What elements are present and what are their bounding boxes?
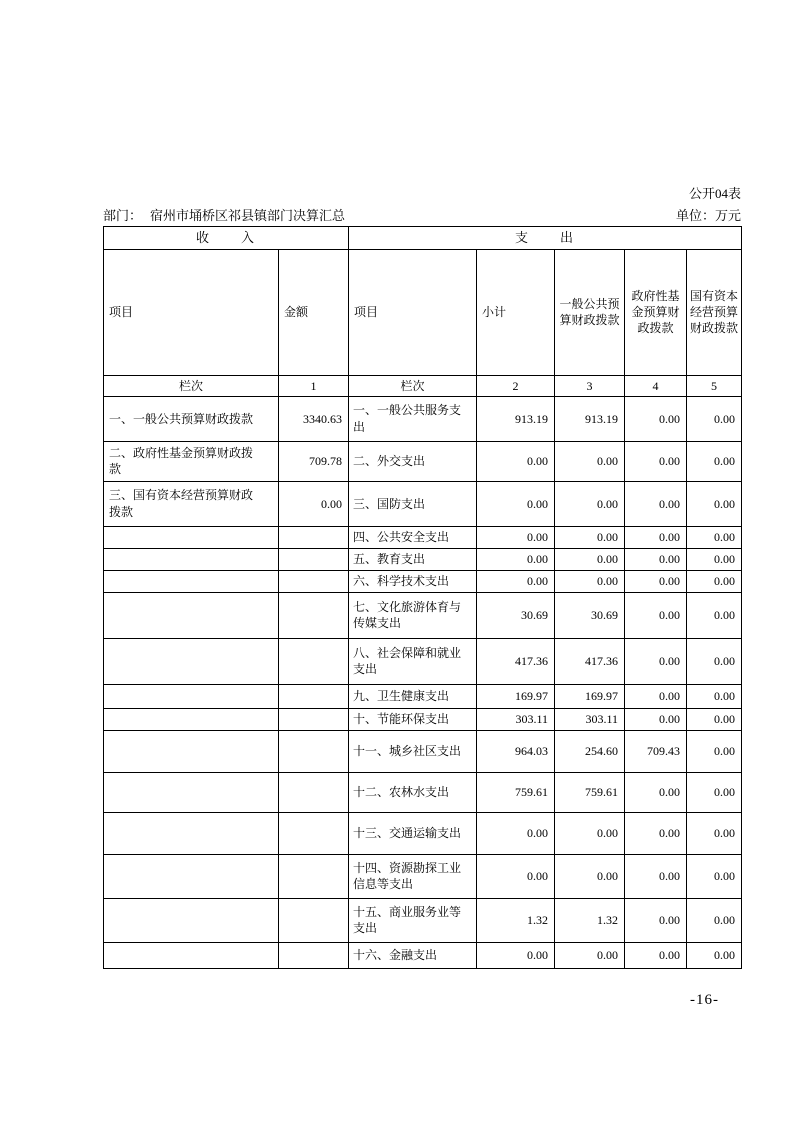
expense-capital-cell: 0.00 xyxy=(687,772,742,812)
expense-item-cell: 十二、农林水支出 xyxy=(349,772,477,812)
section-header-row xyxy=(104,226,742,249)
expense-fund-cell: 0.00 xyxy=(625,854,687,898)
expense-fund-cell: 0.00 xyxy=(625,570,687,592)
income-empty-cell xyxy=(104,812,279,854)
expense-fund-cell: 709.43 xyxy=(625,730,687,772)
income-empty-cell xyxy=(104,592,279,638)
table-row xyxy=(104,570,742,592)
expense-capital-cell: 0.00 xyxy=(687,730,742,772)
expense-subtotal-cell: 913.19 xyxy=(477,396,555,441)
expense-capital-cell: 0.00 xyxy=(687,684,742,708)
income-lanci-label: 栏次 xyxy=(104,375,279,396)
expense-fund-cell: 0.00 xyxy=(625,526,687,548)
expense-capital-cell: 0.00 xyxy=(687,942,742,968)
col-num-4: 4 xyxy=(625,375,687,396)
table-row xyxy=(104,812,742,854)
general-budget-header: 一般公共预算财政拨款 xyxy=(555,249,625,375)
expense-item-cell: 十五、商业服务业等支出 xyxy=(349,898,477,942)
expense-item-cell: 十、节能环保支出 xyxy=(349,708,477,730)
table-row xyxy=(104,396,742,441)
expense-capital-cell: 0.00 xyxy=(687,854,742,898)
expense-general-cell: 0.00 xyxy=(555,526,625,548)
expense-general-cell: 0.00 xyxy=(555,854,625,898)
table-row xyxy=(104,441,742,481)
expense-section-title: 支 出 xyxy=(349,226,742,249)
income-empty-cell xyxy=(104,730,279,772)
income-empty-cell xyxy=(279,570,349,592)
expense-general-cell: 913.19 xyxy=(555,396,625,441)
department-value: 宿州市埇桥区祁县镇部门决算汇总 xyxy=(150,207,346,223)
expense-item-cell: 十三、交通运输支出 xyxy=(349,812,477,854)
column-number-row xyxy=(104,375,742,396)
income-empty-cell xyxy=(279,526,349,548)
table-row xyxy=(104,548,742,570)
expense-capital-cell: 0.00 xyxy=(687,638,742,684)
expense-fund-cell: 0.00 xyxy=(625,592,687,638)
income-empty-cell xyxy=(104,638,279,684)
expense-item-cell: 十四、资源勘探工业信息等支出 xyxy=(349,854,477,898)
income-amount-cell: 3340.63 xyxy=(279,396,349,441)
expense-general-cell: 0.00 xyxy=(555,481,625,526)
income-empty-cell xyxy=(279,708,349,730)
income-item-cell: 三、国有资本经营预算财政拨款 xyxy=(104,481,279,526)
expense-fund-cell: 0.00 xyxy=(625,638,687,684)
expense-general-cell: 169.97 xyxy=(555,684,625,708)
expense-subtotal-cell: 0.00 xyxy=(477,441,555,481)
expense-fund-cell: 0.00 xyxy=(625,898,687,942)
expense-subtotal-cell: 0.00 xyxy=(477,548,555,570)
income-amount-cell: 709.78 xyxy=(279,441,349,481)
table-row xyxy=(104,481,742,526)
expense-subtotal-cell: 0.00 xyxy=(477,854,555,898)
income-amount-cell: 0.00 xyxy=(279,481,349,526)
expense-capital-cell: 0.00 xyxy=(687,898,742,942)
income-empty-cell xyxy=(279,812,349,854)
expense-item-cell: 一、一般公共服务支出 xyxy=(349,396,477,441)
state-capital-header: 国有资本经营预算财政拨款 xyxy=(687,249,742,375)
expense-general-cell: 0.00 xyxy=(555,570,625,592)
expense-fund-cell: 0.00 xyxy=(625,548,687,570)
income-empty-cell xyxy=(104,854,279,898)
page-number: -16- xyxy=(690,992,719,1008)
expense-capital-cell: 0.00 xyxy=(687,570,742,592)
expense-capital-cell: 0.00 xyxy=(687,441,742,481)
expense-general-cell: 0.00 xyxy=(555,548,625,570)
table-row xyxy=(104,684,742,708)
income-empty-cell xyxy=(104,526,279,548)
expense-subtotal-cell: 0.00 xyxy=(477,481,555,526)
sheet-label: 公开04表 xyxy=(688,186,741,201)
income-empty-cell xyxy=(279,548,349,570)
expense-item-cell: 九、卫生健康支出 xyxy=(349,684,477,708)
table-row xyxy=(104,942,742,968)
income-empty-cell xyxy=(279,592,349,638)
income-empty-cell xyxy=(104,684,279,708)
budget-table xyxy=(103,226,742,969)
expense-lanci-label: 栏次 xyxy=(349,375,477,396)
table-row xyxy=(104,708,742,730)
expense-capital-cell: 0.00 xyxy=(687,708,742,730)
expense-item-cell: 二、外交支出 xyxy=(349,441,477,481)
expense-fund-cell: 0.00 xyxy=(625,942,687,968)
expense-item-cell: 五、教育支出 xyxy=(349,548,477,570)
unit-label: 单位：万元 xyxy=(675,207,741,223)
income-empty-cell xyxy=(104,772,279,812)
expense-fund-cell: 0.00 xyxy=(625,708,687,730)
expense-item-cell: 十六、金融支出 xyxy=(349,942,477,968)
income-empty-cell xyxy=(104,708,279,730)
expense-subtotal-cell: 759.61 xyxy=(477,772,555,812)
expense-subtotal-cell: 0.00 xyxy=(477,942,555,968)
gov-fund-header: 政府性基金预算财政拨款 xyxy=(625,249,687,375)
income-empty-cell xyxy=(279,730,349,772)
income-empty-cell xyxy=(104,570,279,592)
expense-subtotal-cell: 964.03 xyxy=(477,730,555,772)
table-row xyxy=(104,772,742,812)
meta-line xyxy=(103,205,741,224)
income-empty-cell xyxy=(104,898,279,942)
expense-general-cell: 303.11 xyxy=(555,708,625,730)
table-row xyxy=(104,638,742,684)
column-header-row xyxy=(104,249,742,375)
income-col-num: 1 xyxy=(279,375,349,396)
expense-subtotal-cell: 0.00 xyxy=(477,570,555,592)
expense-fund-cell: 0.00 xyxy=(625,772,687,812)
table-row xyxy=(104,592,742,638)
expense-subtotal-cell: 0.00 xyxy=(477,526,555,548)
col-num-2: 2 xyxy=(477,375,555,396)
expense-subtotal-cell: 0.00 xyxy=(477,812,555,854)
income-amount-header: 金额 xyxy=(279,249,349,375)
expense-item-cell: 十一、城乡社区支出 xyxy=(349,730,477,772)
expense-general-cell: 1.32 xyxy=(555,898,625,942)
table-row xyxy=(104,898,742,942)
expense-capital-cell: 0.00 xyxy=(687,481,742,526)
col-num-5: 5 xyxy=(687,375,742,396)
subtotal-header: 小计 xyxy=(477,249,555,375)
income-empty-cell xyxy=(104,942,279,968)
expense-general-cell: 254.60 xyxy=(555,730,625,772)
expense-fund-cell: 0.00 xyxy=(625,441,687,481)
income-empty-cell xyxy=(279,942,349,968)
expense-fund-cell: 0.00 xyxy=(625,812,687,854)
expense-capital-cell: 0.00 xyxy=(687,526,742,548)
expense-subtotal-cell: 30.69 xyxy=(477,592,555,638)
expense-item-cell: 六、科学技术支出 xyxy=(349,570,477,592)
department-line xyxy=(103,205,345,224)
income-empty-cell xyxy=(279,684,349,708)
income-empty-cell xyxy=(279,772,349,812)
expense-general-cell: 0.00 xyxy=(555,942,625,968)
expense-item-cell: 八、社会保障和就业支出 xyxy=(349,638,477,684)
income-empty-cell xyxy=(104,548,279,570)
expense-item-cell: 四、公共安全支出 xyxy=(349,526,477,548)
table-row xyxy=(104,526,742,548)
department-label: 部门： xyxy=(103,207,143,223)
table-row xyxy=(104,730,742,772)
col-num-3: 3 xyxy=(555,375,625,396)
expense-fund-cell: 0.00 xyxy=(625,396,687,441)
expense-general-cell: 417.36 xyxy=(555,638,625,684)
table-row xyxy=(104,854,742,898)
budget-sheet xyxy=(103,186,741,969)
income-item-cell: 一、一般公共预算财政拨款 xyxy=(104,396,279,441)
income-empty-cell xyxy=(279,898,349,942)
income-item-header: 项目 xyxy=(104,249,279,375)
expense-subtotal-cell: 417.36 xyxy=(477,638,555,684)
expense-subtotal-cell: 169.97 xyxy=(477,684,555,708)
expense-item-cell: 七、文化旅游体育与传媒支出 xyxy=(349,592,477,638)
expense-capital-cell: 0.00 xyxy=(687,548,742,570)
income-section-title: 收 入 xyxy=(104,226,349,249)
expense-capital-cell: 0.00 xyxy=(687,396,742,441)
expense-subtotal-cell: 303.11 xyxy=(477,708,555,730)
expense-fund-cell: 0.00 xyxy=(625,684,687,708)
expense-fund-cell: 0.00 xyxy=(625,481,687,526)
expense-capital-cell: 0.00 xyxy=(687,812,742,854)
income-empty-cell xyxy=(279,854,349,898)
expense-general-cell: 30.69 xyxy=(555,592,625,638)
expense-general-cell: 0.00 xyxy=(555,812,625,854)
income-empty-cell xyxy=(279,638,349,684)
expense-item-cell: 三、国防支出 xyxy=(349,481,477,526)
expense-general-cell: 0.00 xyxy=(555,441,625,481)
expense-capital-cell: 0.00 xyxy=(687,592,742,638)
expense-item-header: 项目 xyxy=(349,249,477,375)
expense-general-cell: 759.61 xyxy=(555,772,625,812)
income-item-cell: 二、政府性基金预算财政拨款 xyxy=(104,441,279,481)
expense-subtotal-cell: 1.32 xyxy=(477,898,555,942)
